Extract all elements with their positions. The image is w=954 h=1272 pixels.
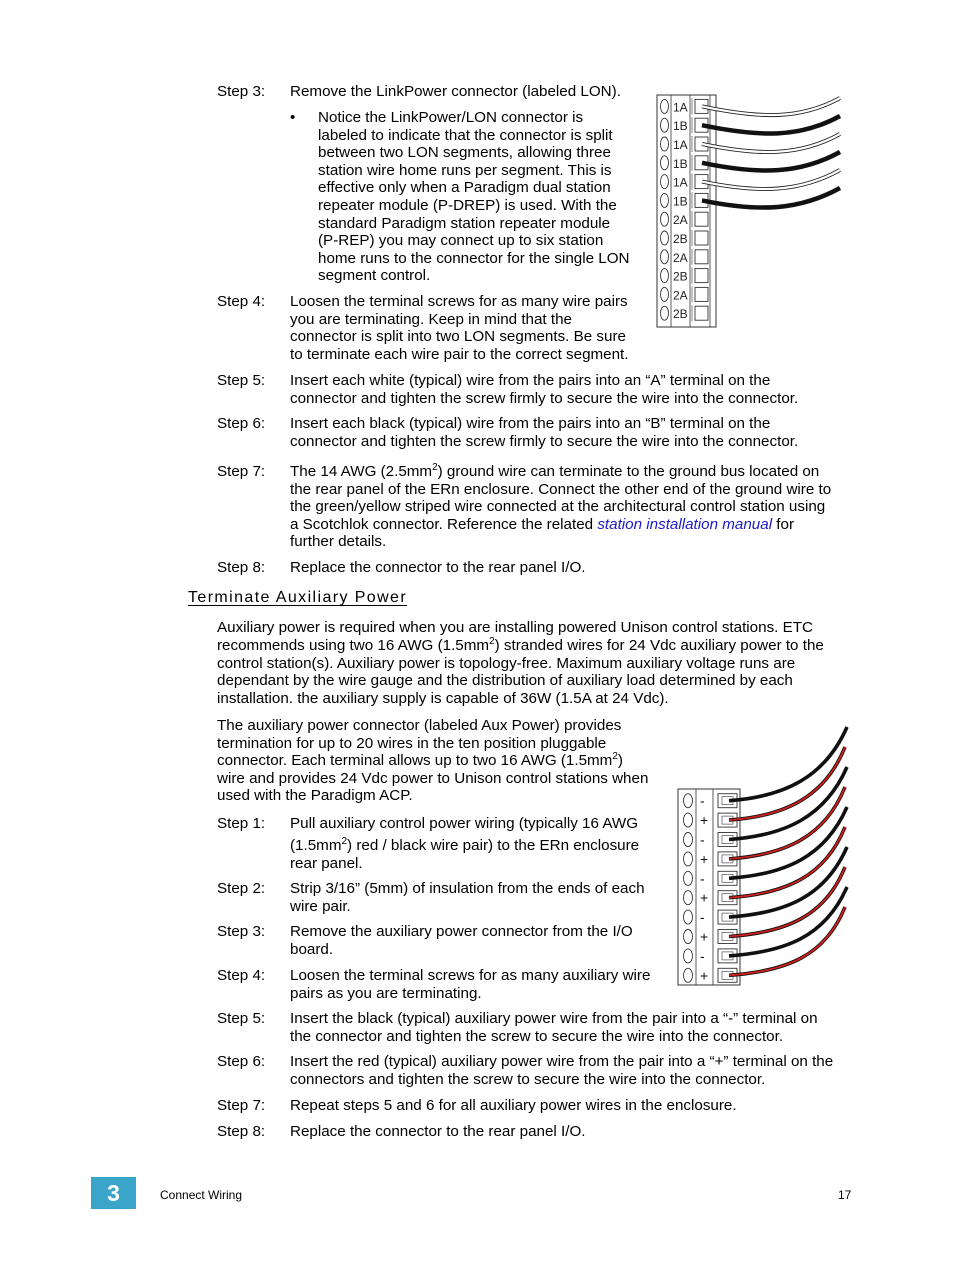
- step-label: Step 3:: [217, 83, 266, 100]
- terminal-label: 2A: [673, 288, 688, 303]
- step-text: board.: [290, 940, 334, 958]
- black-wire: [702, 152, 840, 171]
- screw-hole: [684, 949, 693, 963]
- paragraph-line: termination for up to 20 wires in the ten position pluggable: [217, 734, 607, 752]
- paragraph-line: wire and provides 24 Vdc power to Unison control stations when: [217, 769, 649, 787]
- terminal-label: 1B: [673, 156, 688, 171]
- step-text: Loosen the terminal screws for as many auxiliary wire: [290, 967, 651, 984]
- terminal-label: 1B: [673, 194, 688, 209]
- step-text: the rear panel of the ERn enclosure. Connect the other end of the ground wire to: [290, 480, 832, 498]
- screw-hole: [684, 968, 693, 982]
- wire-slot: [695, 231, 708, 245]
- step-text: to terminate each wire pair to the correct segment.: [290, 345, 629, 363]
- screw-hole: [661, 118, 669, 132]
- terminal-label: -: [700, 909, 705, 926]
- paragraph-line: connector. Each terminal allows up to two 16 AWG $(1.5mm^2)$: [217, 751, 623, 770]
- terminal-label: +: [700, 928, 709, 945]
- bullet-line: labeled to indicate that the connector is split: [318, 126, 613, 144]
- bullet-line: home runs to the connector for the single LON: [318, 249, 630, 267]
- bullet-line: (P-REP) you may connect up to six station: [318, 232, 604, 250]
- aux-power-connector-diagram: [675, 722, 855, 990]
- terminal-label: +: [700, 850, 709, 867]
- screw-hole: [684, 930, 693, 944]
- step-label: Step 8:: [217, 559, 266, 576]
- station-installation-manual-link[interactable]: station installation manual: [597, 515, 773, 533]
- screw-hole: [661, 231, 669, 245]
- paragraph-line: installation. the auxiliary supply is capable of 36W (1.5A at 24 Vdc).: [217, 689, 669, 707]
- screw-hole: [661, 137, 669, 151]
- screw-hole: [661, 212, 669, 226]
- screw-hole: [661, 193, 669, 207]
- black-wire-outline: [729, 727, 847, 801]
- wire-slot: [695, 212, 708, 226]
- step-text: rear panel.: [290, 854, 363, 872]
- paragraph-line: dependant by the wire gauge and the distribution of auxiliary load determined by each: [217, 672, 793, 690]
- step-text: Remove the LinkPower connector (labeled LON).: [290, 83, 621, 100]
- screw-hole: [661, 156, 669, 170]
- screw-hole: [661, 269, 669, 283]
- step-text: Pull auxiliary control power wiring (typically 16 AWG: [290, 815, 639, 832]
- screw-hole: [684, 813, 693, 827]
- screw-hole: [661, 287, 669, 301]
- terminal-label: 2A: [673, 250, 688, 265]
- bullet-line: between two LON segments, allowing three: [318, 144, 611, 162]
- step-text: Insert the red (typical) auxiliary power wire from the pair into a “+” terminal on the: [290, 1053, 834, 1070]
- paragraph-line: The auxiliary power connector (labeled Aux Power) provides: [217, 717, 622, 734]
- screw-hole: [684, 871, 693, 885]
- black-wire: [702, 188, 840, 208]
- step-label: Step 6:: [217, 1053, 266, 1070]
- section-heading: Terminate Auxiliary Power: [188, 589, 408, 606]
- step-text: the green/yellow striped wire connected at the architectural control station using: [290, 498, 826, 516]
- white-wire: [702, 170, 840, 189]
- step-label: Step 4:: [217, 967, 266, 984]
- terminal-label: -: [700, 947, 705, 964]
- terminal-label: 2B: [673, 269, 688, 284]
- step-text: the connector and tighten the screw to secure the wire into the connector.: [290, 1027, 784, 1045]
- paragraph-line: recommends using two 16 AWG $(1.5mm^2)$ stranded wires for 24 Vdc auxiliary power to the: [217, 636, 824, 654]
- step-text: connector is split into two LON segments. Be sure: [290, 328, 626, 346]
- screw-hole: [661, 306, 669, 320]
- step-text: connectors and tighten the screw to secure the wire into the connector.: [290, 1070, 766, 1088]
- step-text: Repeat steps 5 and 6 for all auxiliary power wires in the enclosure.: [290, 1097, 737, 1114]
- terminal-label: 2B: [673, 307, 688, 322]
- terminal-label: 2A: [673, 213, 688, 228]
- step-label: Step 5:: [217, 1010, 266, 1027]
- chapter-title: Connect Wiring: [160, 1188, 243, 1202]
- terminal-label: +: [700, 889, 709, 906]
- terminal-label: +: [700, 967, 709, 984]
- bullet-line: station wire home runs per segment. This is: [318, 161, 612, 179]
- step-label: Step 1:: [217, 815, 266, 832]
- paragraph-line: control station(s). Auxiliary power is topology-free. Maximum auxiliary voltage runs are: [217, 654, 796, 672]
- black-wire: [729, 727, 847, 801]
- screw-hole: [661, 99, 669, 113]
- bullet-line: Notice the LinkPower/LON connector is: [318, 109, 584, 126]
- lon-connector-diagram: [650, 90, 850, 335]
- screw-hole: [684, 852, 693, 866]
- terminal-label: 2B: [673, 232, 688, 246]
- terminal-label: -: [700, 831, 705, 848]
- wire-slot: [695, 287, 708, 301]
- step-text: Insert each black (typical) wire from the pairs into an “B” terminal on the: [290, 415, 771, 432]
- terminal-label: -: [700, 792, 705, 809]
- step-label: Step 8:: [217, 1123, 266, 1140]
- step-text: you are terminating. Keep in mind that the: [290, 310, 572, 328]
- screw-hole: [684, 891, 693, 905]
- terminal-label: +: [700, 812, 709, 829]
- step-text: Insert each white (typical) wire from the pairs into an “A” terminal on the: [290, 372, 771, 389]
- step-label: Step 2:: [217, 880, 266, 897]
- step-label: Step 5:: [217, 372, 266, 389]
- step-text: Replace the connector to the rear panel I/O.: [290, 1123, 586, 1140]
- step-text: further details.: [290, 533, 387, 551]
- step-label: Step 7:: [217, 1097, 266, 1114]
- bullet-line: standard Paradigm station repeater module: [318, 214, 611, 232]
- terminal-label: 1A: [673, 175, 688, 190]
- step-text: Remove the auxiliary power connector from the I/O: [290, 923, 633, 940]
- step-label: Step 4:: [217, 293, 266, 310]
- step-text: Replace the connector to the rear panel I/O.: [290, 559, 586, 576]
- page-number: 17: [838, 1188, 852, 1202]
- step-label: Step 7:: [217, 463, 266, 480]
- terminal-label: 1A: [673, 138, 688, 152]
- step-text: Strip 3/16” (5mm) of insulation from the ends of each: [290, 880, 645, 897]
- terminal-label: 1B: [673, 119, 688, 134]
- step-label: Step 6:: [217, 415, 266, 432]
- step-text: wire pair.: [290, 897, 351, 915]
- bullet-line: segment control.: [318, 267, 431, 285]
- screw-hole: [684, 794, 693, 808]
- step-text: a Scotchlok connector. Reference the related station installation manual for: [290, 515, 795, 533]
- step-text: connector and tighten the screw firmly to secure the wire into the connector.: [290, 389, 799, 407]
- white-wire: [702, 98, 840, 115]
- wire-slot: [695, 306, 708, 320]
- step-text: $(1.5mm^2)$ red / black wire pair) to the ERn enclosure: [290, 836, 640, 854]
- chapter-badge: 3: [91, 1177, 136, 1209]
- paragraph-line: Auxiliary power is required when you are installing powered Unison control stations. ETC: [217, 619, 813, 636]
- step-label: Step 3:: [217, 923, 266, 940]
- bullet-line: effective only when a Paradigm dual station: [318, 179, 611, 197]
- screw-hole: [684, 833, 693, 847]
- terminal-label: 1A: [673, 100, 688, 115]
- step-text: The 14 AWG $(2.5mm^2)$ ground wire can terminate to the ground bus located on: [290, 462, 820, 480]
- step-text: Loosen the terminal screws for as many wire pairs: [290, 293, 628, 310]
- screw-hole: [684, 910, 693, 924]
- paragraph-line: used with the Paradigm ACP.: [217, 787, 413, 805]
- black-wire: [702, 116, 840, 134]
- wire-slot: [695, 250, 708, 264]
- bullet-mark: •: [290, 109, 296, 126]
- screw-hole: [661, 250, 669, 264]
- screw-hole: [661, 175, 669, 189]
- bullet-line: repeater module (P-DREP) is used. With the: [318, 197, 617, 214]
- step-text: Insert the black (typical) auxiliary power wire from the pair into a “-” terminal on: [290, 1010, 818, 1027]
- wire-slot: [695, 269, 708, 283]
- step-text: connector and tighten the screw firmly to secure the wire into the connector.: [290, 432, 799, 450]
- terminal-label: -: [700, 870, 705, 887]
- step-text: pairs as you are terminating.: [290, 984, 482, 1002]
